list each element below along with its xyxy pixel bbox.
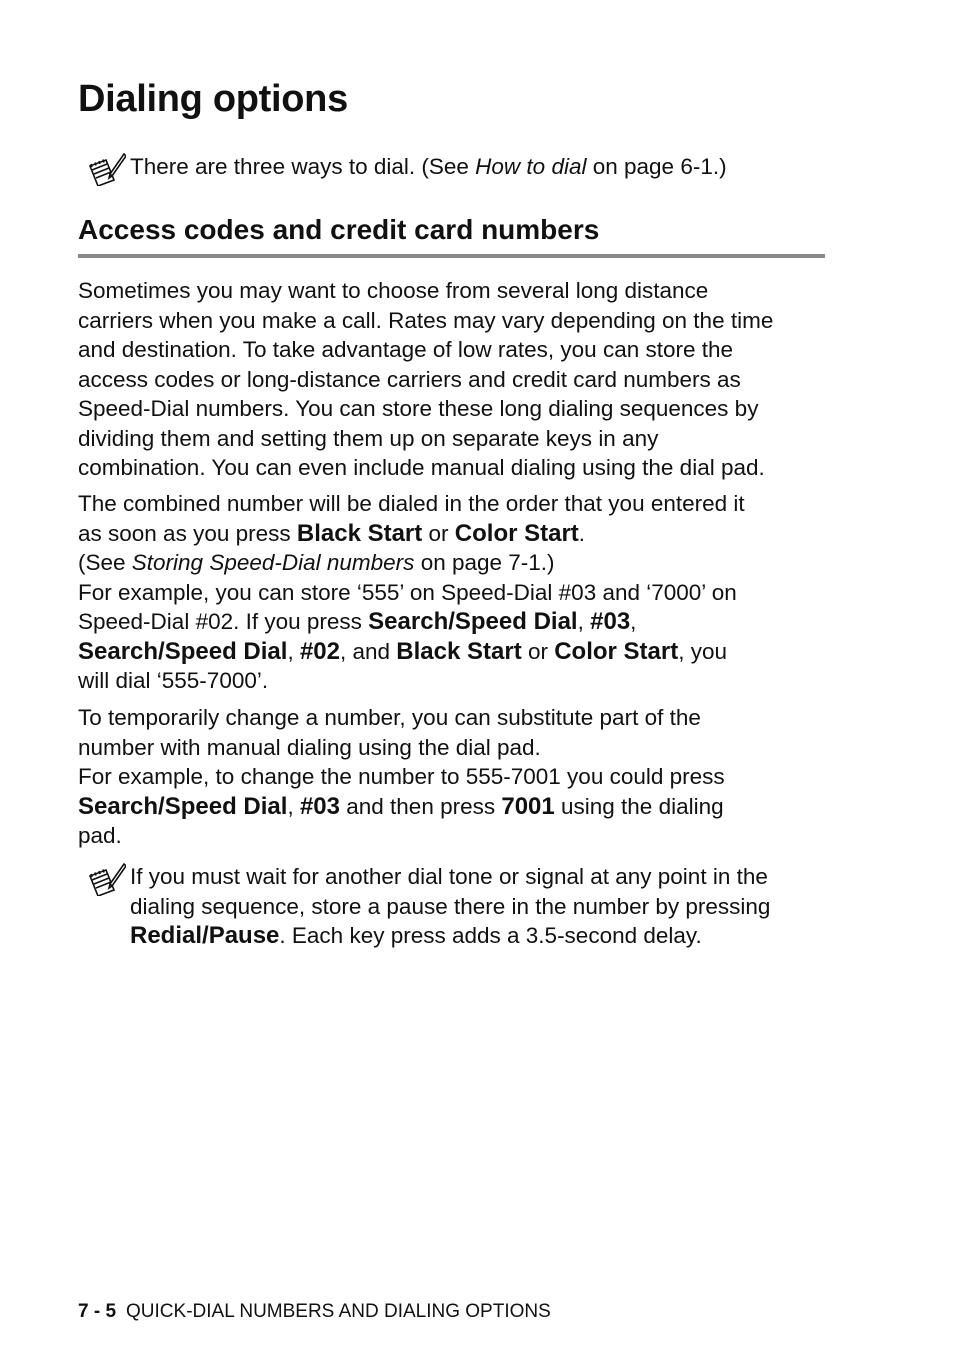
key-redial-pause: Redial/Pause — [130, 922, 280, 949]
note-three-ways — [86, 152, 727, 186]
note-pause-text: If you must wait for another dial tone or signal at any point in the dialing sequence, store a pause there in the number by pressing Redial/Pause. Each key press adds a 3.5-second delay. — [130, 864, 771, 949]
page-footer — [78, 1301, 551, 1323]
key-search-speed-dial: Search/Speed Dial — [78, 637, 288, 665]
page-number: 7 - 5 — [78, 1301, 117, 1322]
paragraph-temporary-change: To temporarily change a number, you can substitute part of the number with manual dialing using the dial pad. For example, to change the number to 555-7001 you could press Search/Speed Dial, #03 and then press 7001 using the dialing pad. — [78, 705, 725, 848]
notepad-pencil-icon — [86, 152, 126, 186]
key-search-speed-dial: Search/Speed Dial — [368, 608, 578, 635]
section-heading: Access codes and credit card numbers — [78, 214, 825, 258]
key-search-speed-dial: Search/Speed Dial — [78, 792, 288, 820]
notepad-pencil-icon — [86, 862, 126, 896]
key-color-start: Color Start — [454, 519, 579, 547]
paragraph-combined-number: The combined number will be dialed in the order that you entered it as soon as you press Black Start or Color Start. (See Storing Speed-Dial numbers on page 7-1.) For example, you can store ‘555’ on Speed-Dial #03 and ‘7000’ on Speed-Dial #02. If you press Search/Speed Dial, #03, Search/Speed Dial, #02, and Black Start or Color Start, you will dial ‘555-7000’. — [78, 491, 745, 693]
page-title: Dialing options — [78, 78, 348, 120]
note-pause — [86, 862, 770, 951]
note-three-ways-text: There are three ways to dial. (See How to dial on page 6-1.) — [130, 154, 727, 179]
key-color-start: Color Start — [554, 637, 679, 665]
key-black-start: Black Start — [396, 637, 522, 665]
chapter-title: QUICK-DIAL NUMBERS AND DIALING OPTIONS — [126, 1301, 551, 1322]
paragraph-intro: Sometimes you may want to choose from several long distance carriers when you make a call. Rates may vary depending on the time and destination. To take advantage of low rates, you can store the access codes or long-distance carriers and credit card numbers as Speed-Dial numbers. You can store these long dialing sequences by dividing them and setting them up on separate keys in any combination. You can even include manual dialing using the dial pad. — [78, 278, 774, 480]
key-black-start: Black Start — [296, 519, 423, 547]
